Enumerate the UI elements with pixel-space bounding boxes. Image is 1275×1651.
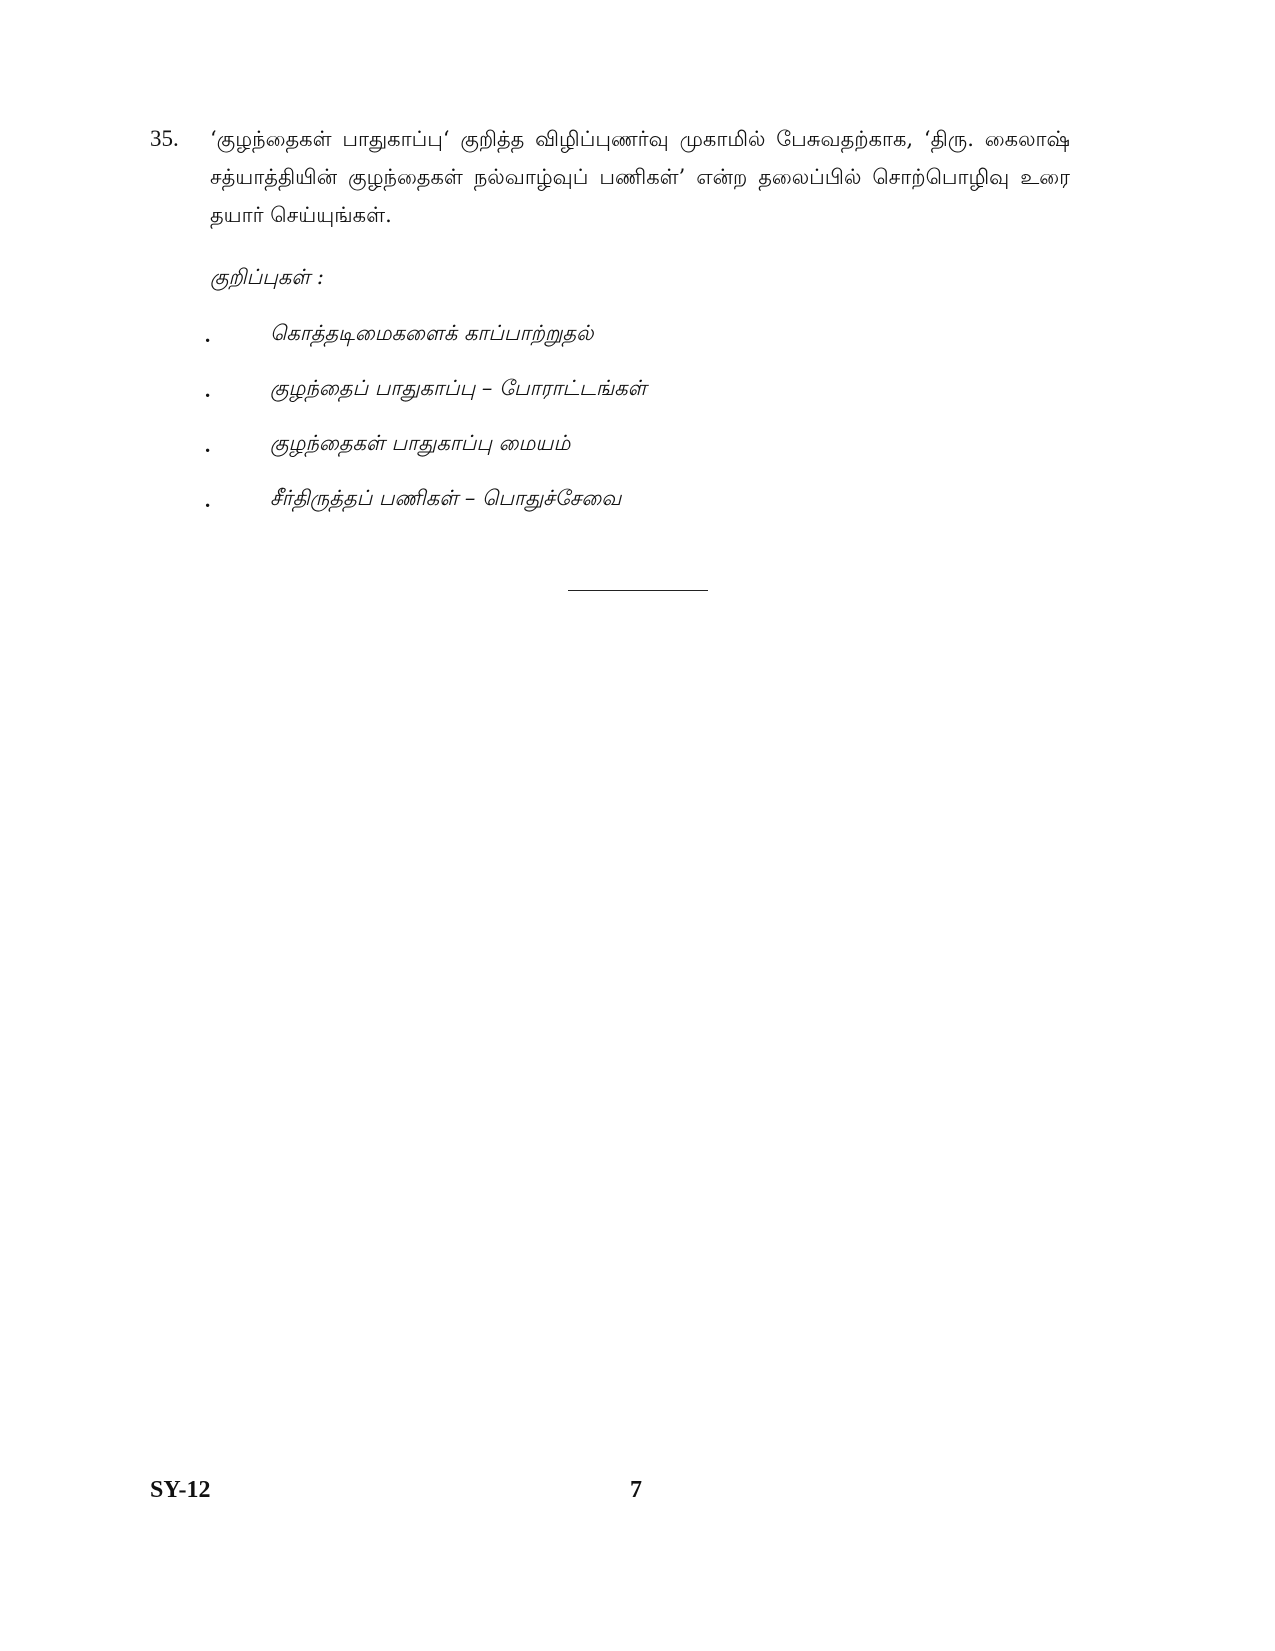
- bullet-mark: .: [205, 488, 211, 512]
- notes-label: குறிப்புகள் :: [210, 265, 324, 289]
- bullet-mark: .: [205, 433, 211, 457]
- end-divider: [568, 590, 708, 591]
- note-text: கொத்தடிமைகளைக் காப்பாற்றுதல்: [270, 321, 594, 345]
- paper-code: SY-12: [150, 1477, 211, 1503]
- bullet-mark: .: [205, 378, 211, 402]
- note-text: சீர்திருத்தப் பணிகள் – பொதுச்சேவை: [270, 486, 622, 510]
- page-number: 7: [630, 1477, 642, 1503]
- note-text: குழந்தைகள் பாதுகாப்பு மையம்: [270, 431, 571, 455]
- bullet-mark: .: [205, 323, 211, 347]
- note-text: குழந்தைப் பாதுகாப்பு – போராட்டங்கள்: [270, 376, 647, 400]
- question-number: 35.: [150, 126, 179, 151]
- question-text: ‘குழந்தைகள் பாதுகாப்பு‘ குறித்த விழிப்புணர்வு முகாமில் பேசுவதற்காக, ‘திரு. கைலாஷ் சத்யாத்தியின் குழந்தைகள் நல்வாழ்வுப் பணிகள்’ என்ற தலைப்பில் சொற்பொழிவு உரை தயார் செய்யுங்கள்.: [210, 127, 1070, 227]
